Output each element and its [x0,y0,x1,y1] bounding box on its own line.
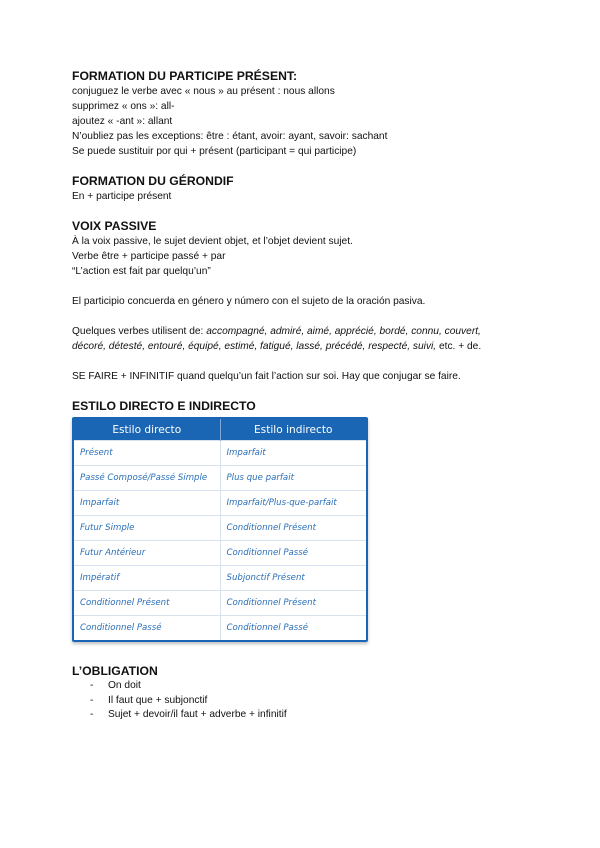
list-item-text: On doit [108,680,141,691]
cell-indirecto: Imparfait/Plus-que-parfait [220,491,366,516]
cell-directo: Imparfait [74,491,220,516]
bullet-dash: - [90,709,94,721]
table-row [74,591,366,616]
list-item [72,708,542,723]
verbs-tail: etc. + de. [436,341,482,352]
text-line: ajoutez « -ant »: allant [72,116,173,127]
heading-voix-passive: VOIX PASSIVE [72,219,157,233]
concordance-note: El participio concuerda en género y número con el sujeto de la oración pasiva. [72,296,426,307]
table-row [74,516,366,541]
table-row [74,566,366,591]
cell-indirecto: Conditionnel Passé [220,616,366,641]
section-estilo [72,399,542,642]
text-line: supprimez « ons »: all- [72,101,175,112]
verbs-list-2: décoré, détesté, entouré, équipé, estimé, fatigué, lassé, précédé, respecté, suivi, [72,341,437,352]
heading-gerondif: FORMATION DU GÉRONDIF [72,174,234,188]
table-row [74,491,366,516]
verbs-with-de-line-2 [72,339,542,354]
verbs-with-de-line-1 [72,324,542,339]
table-row [74,541,366,566]
section-voix-passive [72,219,542,384]
cell-directo: Futur Simple [74,516,220,541]
cell-indirecto: Plus que parfait [220,466,366,491]
verbs-intro: Quelques verbes utilisent de: [72,326,207,337]
text-line: N’oubliez pas les exceptions: être : étant, avoir: ayant, savoir: sachant [72,131,388,142]
header-estilo-indirecto: Estilo indirecto [220,419,366,441]
heading-estilo: ESTILO DIRECTO E INDIRECTO [72,399,256,413]
heading-participe-present: FORMATION DU PARTICIPE PRÉSENT: [72,69,298,83]
cell-indirecto: Conditionnel Présent [220,516,366,541]
table-row [74,441,366,466]
list-item-text: Sujet + devoir/il faut + adverbe + infinitif [108,709,287,721]
se-faire-note: SE FAIRE + INFINITIF quand quelqu’un fait l’action sur soi. Hay que conjugar se faire. [72,371,461,382]
cell-directo: Passé Composé/Passé Simple [74,466,220,491]
cell-directo: Conditionnel Présent [74,591,220,616]
section-gerondif [72,174,542,204]
section-participe-present [72,69,542,159]
cell-directo: Présent [74,441,220,466]
bullet-dash: - [90,694,94,706]
table-row [74,616,366,641]
heading-obligation: L’OBLIGATION [72,664,158,678]
text-line: À la voix passive, le sujet devient objet, et l’objet devient sujet. [72,236,353,247]
text-line: “L’action est fait par quelqu’un” [72,266,211,277]
table-row [74,466,366,491]
verbs-list-1: accompagné, admiré, aimé, apprécié, bordé, connu, couvert, [206,326,481,337]
list-item [72,694,542,709]
cell-directo: Conditionnel Passé [74,616,220,641]
header-estilo-directo: Estilo directo [74,419,220,441]
text-line: En + participe présent [72,191,172,202]
tense-table [72,417,368,642]
cell-indirecto: Conditionnel Passé [220,541,366,566]
cell-indirecto: Imparfait [220,441,366,466]
cell-directo: Impératif [74,566,220,591]
list-item-text: Il faut que + subjonctif [108,694,208,706]
list-item [72,679,542,694]
table-header-row [74,419,366,441]
text-line: Se puede sustituir por qui + présent (participant = qui participe) [72,146,357,157]
section-obligation [72,664,542,723]
obligation-list [72,679,542,723]
cell-indirecto: Subjonctif Présent [220,566,366,591]
document-body [72,69,542,723]
bullet-dash: - [90,680,94,691]
cell-indirecto: Conditionnel Présent [220,591,366,616]
text-line: Verbe être + participe passé + par [72,251,226,262]
text-line: conjuguez le verbe avec « nous » au présent : nous allons [72,86,335,97]
cell-directo: Futur Antérieur [74,541,220,566]
